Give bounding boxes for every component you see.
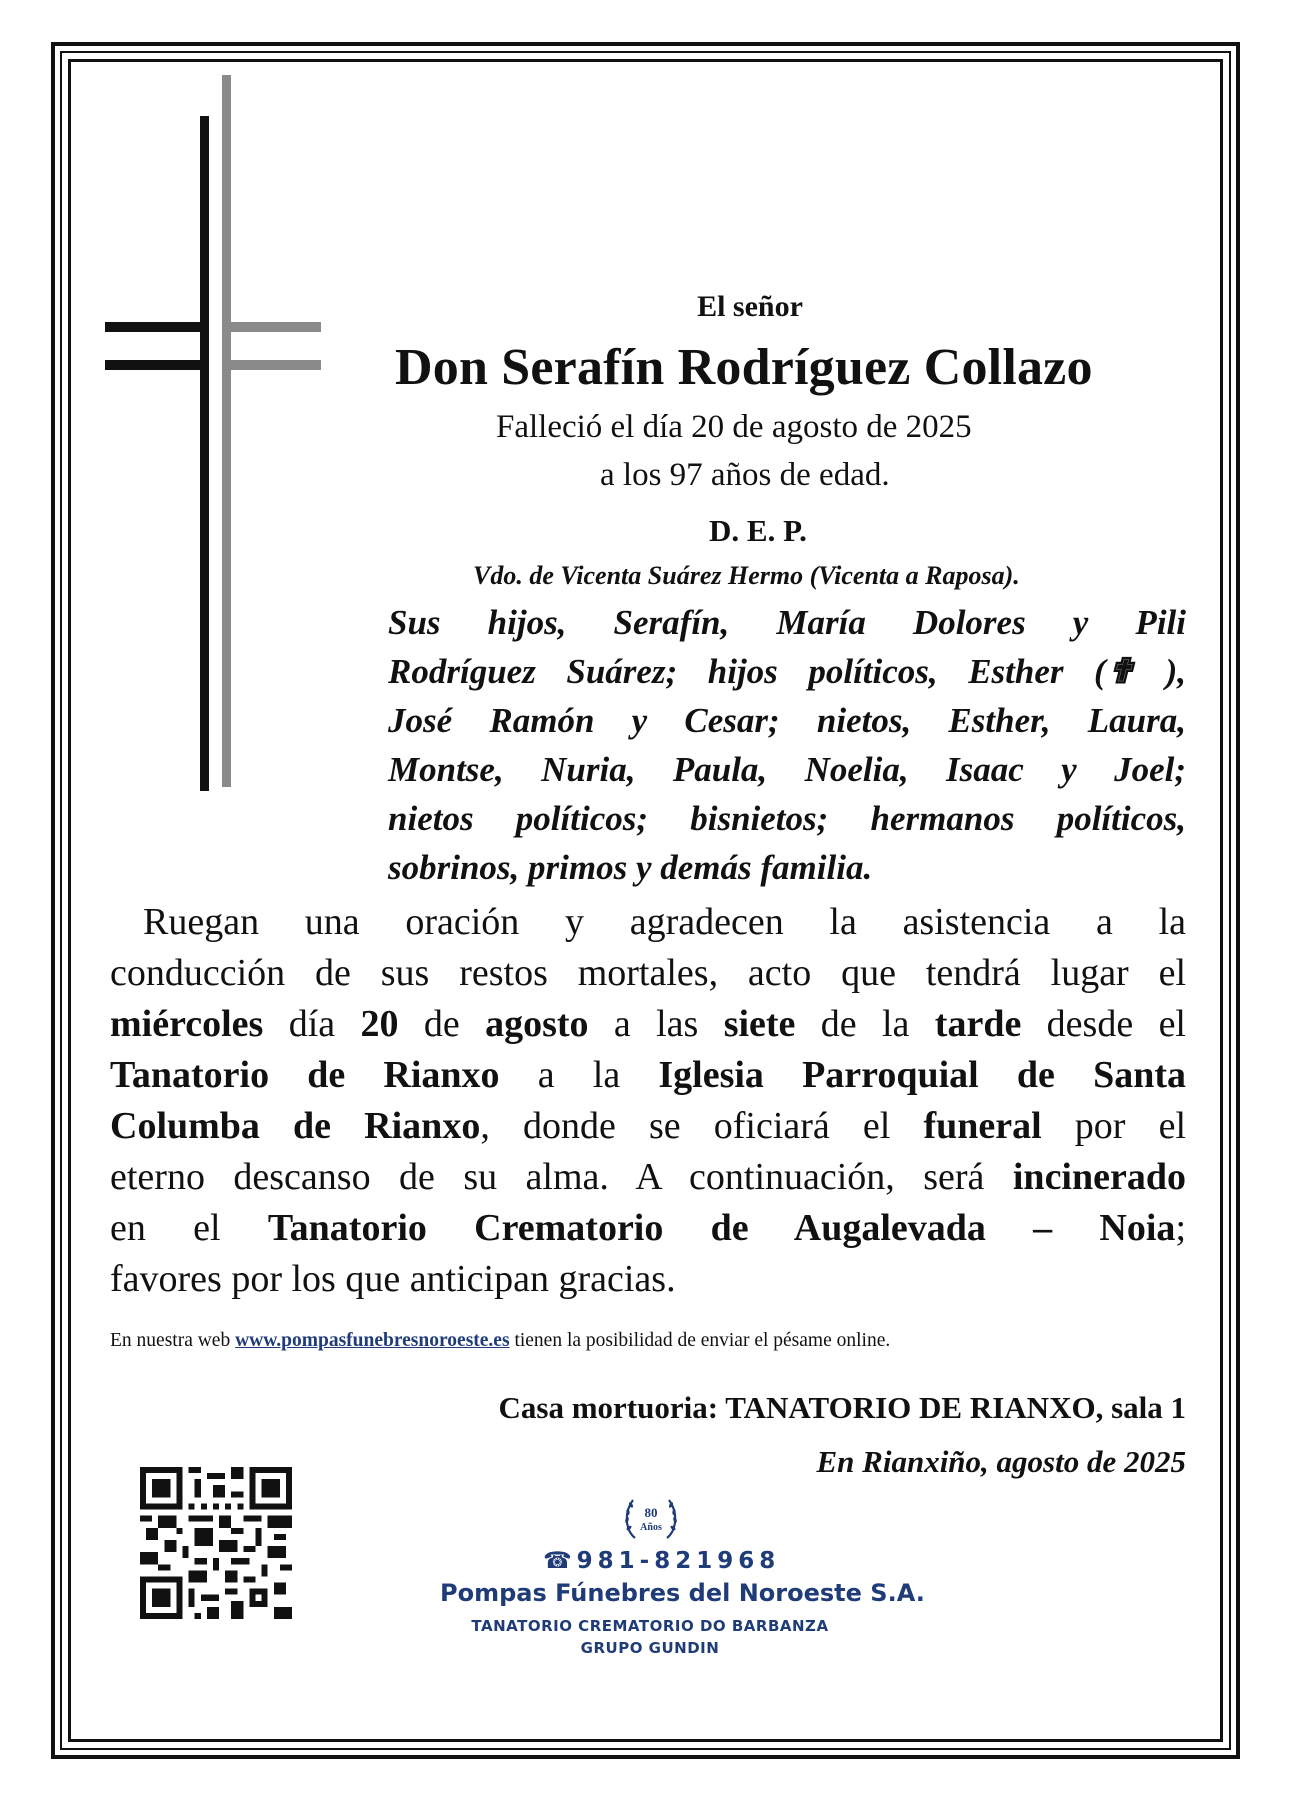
place-date-line: En Rianxiño, agosto de 2025	[816, 1444, 1186, 1479]
family-line: sobrinos, primos y demás familia.	[388, 848, 873, 887]
family-line: José Ramón y Cesar; nietos, Esther, Laura,	[388, 701, 1186, 740]
company-group: GRUPO GUNDIN	[580, 1639, 720, 1657]
age-line: a los 97 años de edad.	[600, 457, 890, 493]
ceremony-line: eterno descanso de su alma. A continuación, será incinerado	[110, 1156, 1186, 1198]
ceremony-line: favores por los que anticipan gracias.	[110, 1258, 676, 1300]
phone-icon: ☎	[543, 1548, 577, 1574]
death-date-line: Falleció el día 20 de agosto de 2025	[496, 409, 972, 445]
ceremony-line: conducción de sus restos mortales, acto que tendrá lugar el	[110, 952, 1186, 994]
dep-text: D. E. P.	[709, 513, 807, 548]
company-subtitle: TANATORIO CREMATORIO DO BARBANZA	[471, 1617, 829, 1635]
ceremony-line: en el Tanatorio Crematorio de Augalevada – Noia;	[110, 1207, 1186, 1249]
svg-text:80: 80	[644, 1505, 658, 1520]
website-link[interactable]: www.pompasfunebresnoroeste.es	[235, 1330, 510, 1351]
family-line: Montse, Nuria, Paula, Noelia, Isaac y Joel;	[388, 750, 1186, 789]
funeral-home-line: Casa mortuoria: TANATORIO DE RIANXO, sala 1	[498, 1390, 1186, 1425]
family-paragraph	[388, 598, 1186, 892]
ceremony-line: Columba de Rianxo, donde se oficiará el funeral por el	[110, 1105, 1187, 1147]
qr-code[interactable]	[140, 1467, 292, 1619]
intro-text: El señor	[697, 290, 803, 323]
ceremony-line: Tanatorio de Rianxo a la Iglesia Parroquial de Santa	[110, 1054, 1186, 1096]
phone-number[interactable]: ☎981-821968	[543, 1548, 781, 1574]
ceremony-paragraph	[110, 897, 1186, 1305]
svg-text:Años: Años	[640, 1522, 662, 1533]
family-line: Rodríguez Suárez; hijos políticos, Esther (✟ ),	[388, 652, 1186, 691]
deceased-name: Don Serafín Rodríguez Collazo	[395, 339, 1093, 396]
family-line: Sus hijos, Serafín, María Dolores y Pili	[388, 603, 1186, 642]
widow-line: Vdo. de Vicenta Suárez Hermo (Vicenta a Raposa).	[473, 561, 1020, 590]
ceremony-line: miércoles día 20 de agosto a las siete de la tarde desde el	[110, 1003, 1186, 1045]
family-line: nietos políticos; bisnietos; hermanos políticos,	[388, 799, 1186, 838]
company-name: Pompas Fúnebres del Noroeste S.A.	[440, 1579, 925, 1607]
anniversary-badge	[621, 1488, 681, 1548]
web-note: En nuestra web www.pompasfunebresnoroeste.es tienen la posibilidad de enviar el pésame online.	[110, 1330, 891, 1351]
ceremony-line: Ruegan una oración y agradecen la asistencia a la	[143, 901, 1186, 943]
